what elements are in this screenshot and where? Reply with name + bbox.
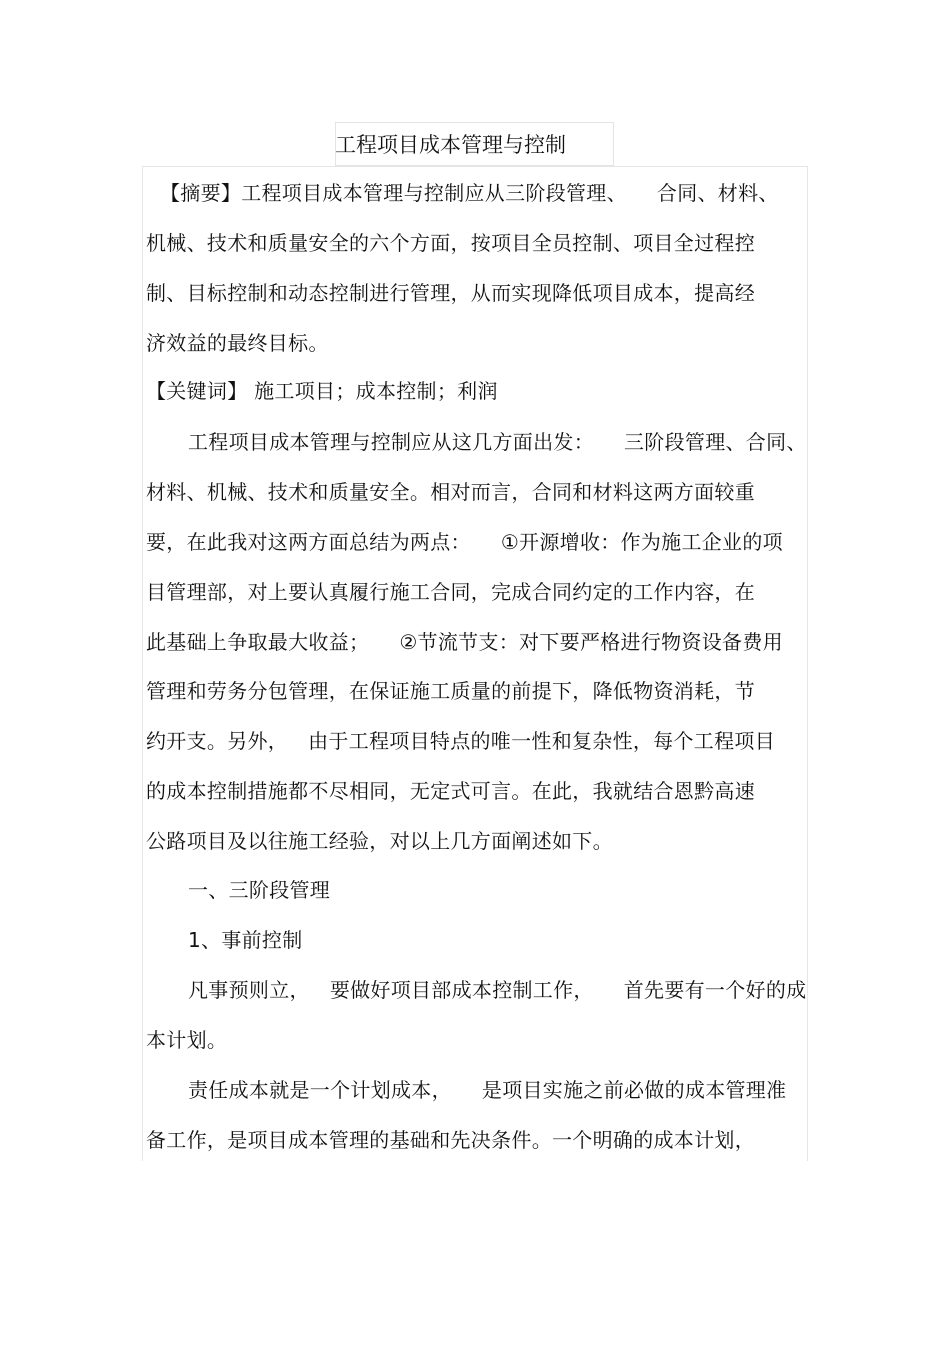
intro-line-5: 此基础上争取最大收益； ②节流节支：对下要严格进行物资设备费用 [146, 630, 783, 654]
intro-line-8: 的成本控制措施都不尽相同，无定式可言。在此，我就结合恩黔高速 [146, 779, 755, 803]
abstract-line-1: 【摘要】工程项目成本管理与控制应从三阶段管理、 合同、材料、 [160, 181, 779, 205]
paragraph-1-line-2: 本计划。 [146, 1028, 228, 1052]
paragraph-1-line-1: 凡事预则立， 要做好项目部成本控制工作， 首先要有一个好的成 [188, 978, 807, 1002]
abstract-line-2: 机械、技术和质量安全的六个方面，按项目全员控制、项目全过程控 [146, 231, 755, 255]
keywords-line: 【关键词】 施工项目；成本控制；利润 [146, 379, 498, 403]
intro-line-7: 约开支。另外， 由于工程项目特点的唯一性和复杂性，每个工程项目 [146, 729, 776, 753]
intro-line-3: 要，在此我对这两方面总结为两点： ①开源增收：作为施工企业的项 [146, 530, 783, 554]
intro-line-2: 材料、机械、技术和质量安全。相对而言，合同和材料这两方面较重 [146, 480, 755, 504]
paragraph-2-line-1: 责任成本就是一个计划成本， 是项目实施之前必做的成本管理准 [188, 1078, 787, 1102]
section-heading-1: 一、三阶段管理 [188, 878, 331, 902]
body-frame [142, 166, 808, 1161]
intro-line-6: 管理和劳务分包管理，在保证施工质量的前提下，降低物资消耗，节 [146, 679, 755, 703]
subsection-heading-1: 1、事前控制 [188, 928, 303, 952]
paragraph-2-line-2: 备工作，是项目成本管理的基础和先决条件。一个明确的成本计划， [146, 1128, 755, 1152]
intro-line-4: 目管理部，对上要认真履行施工合同，完成合同约定的工作内容，在 [146, 580, 755, 604]
document-title: 工程项目成本管理与控制 [335, 133, 566, 157]
abstract-line-4: 济效益的最终目标。 [146, 331, 329, 355]
intro-line-1: 工程项目成本管理与控制应从这几方面出发： 三阶段管理、合同、 [188, 430, 807, 454]
abstract-line-3: 制、目标控制和动态控制进行管理，从而实现降低项目成本，提高经 [146, 281, 755, 305]
intro-line-9: 公路项目及以往施工经验，对以上几方面阐述如下。 [146, 829, 613, 853]
